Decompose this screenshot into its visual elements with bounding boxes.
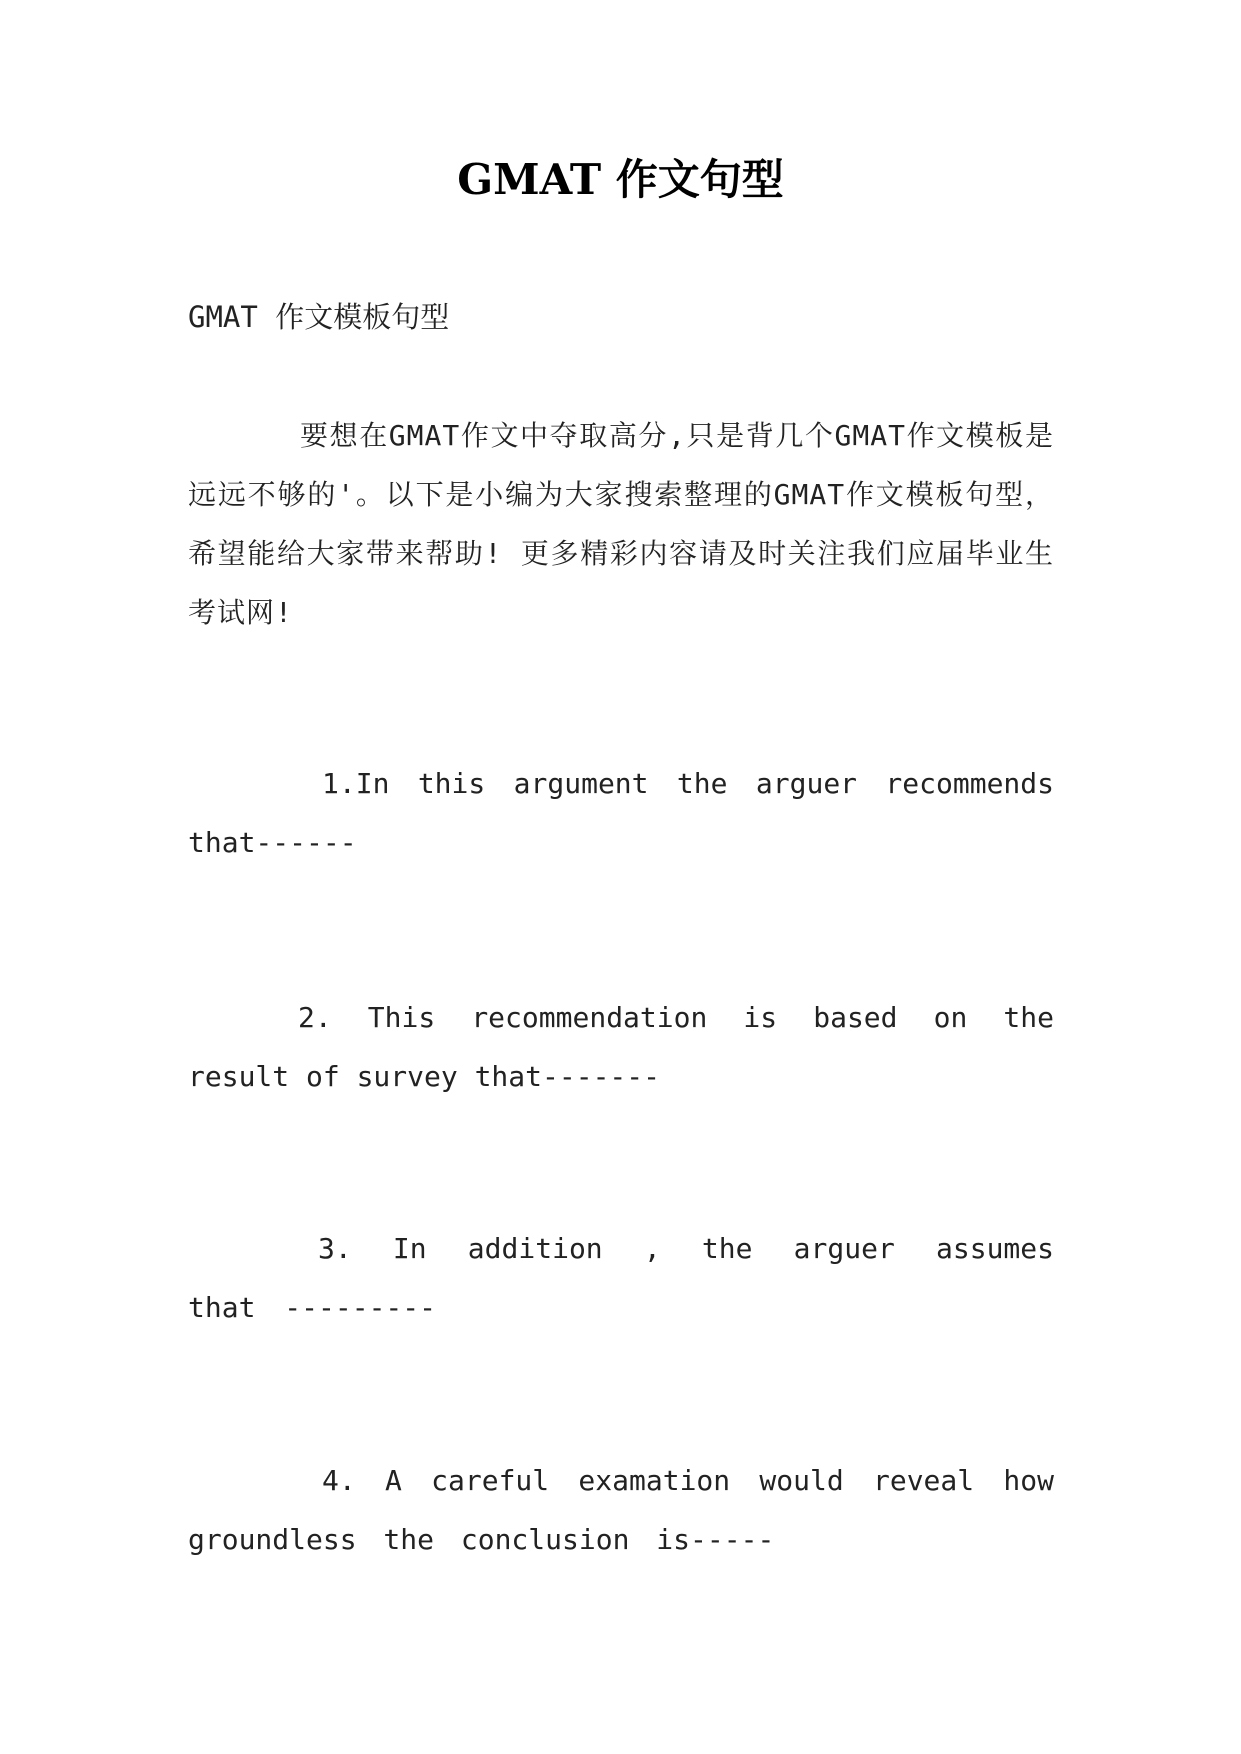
list-item: 1.In this argument the arguer recommends that------ [188, 767, 1054, 859]
list-item: 2. This recommendation is based on the result of survey that------- [188, 1001, 1054, 1093]
intro-paragraph: 要想在GMAT作文中夺取高分,只是背几个GMAT作文模板是远远不够的'。以下是小编为大家搜索整理的GMAT作文模板句型，希望能给大家带来帮助! 更多精彩内容请及时关注我们应届毕业生考试网! [188, 419, 1054, 629]
page-title: GMAT 作文句型 [457, 155, 784, 204]
list-item: 4. A careful examation would reveal how groundless the conclusion is----- [188, 1464, 1054, 1556]
list-item: 3. In addition , the arguer assumes that --------- [188, 1232, 1054, 1324]
document-subtitle: GMAT 作文模板句型 [188, 300, 450, 334]
